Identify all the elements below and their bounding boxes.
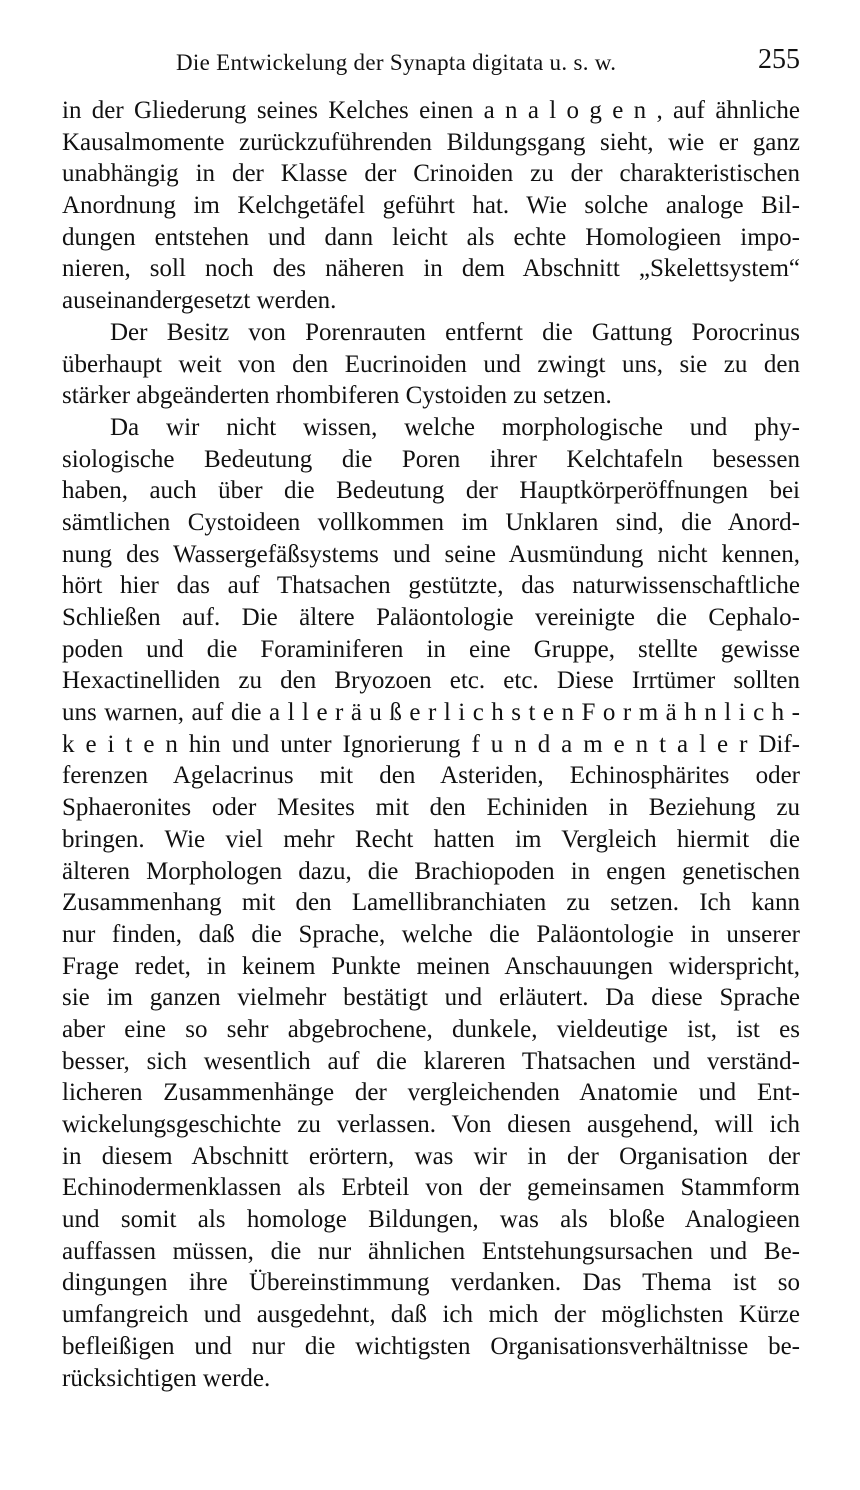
text-line: aber eine so sehr abgebrochene, dunkele, vieldeutige ist, ist es — [62, 1015, 800, 1043]
text-line: und somit als homologe Bildungen, was als bloße Analogieen — [62, 1206, 800, 1234]
text-line: hört hier das auf Thatsachen gestützte, das naturwissenschaftliche — [62, 572, 800, 600]
page-number: 255 — [758, 44, 800, 75]
text-line: sämtlichen Cystoideen vollkommen im Unklaren sind, die Anord- — [62, 508, 800, 536]
text-line: Schließen auf. Die ältere Paläontologie vereinigte die Cephalo- — [62, 604, 800, 631]
text-line: besser, sich wesentlich auf die klareren Thatsachen und verständ- — [62, 1047, 800, 1075]
text-line: älteren Morphologen dazu, die Brachiopoden in engen genetischen — [62, 857, 800, 885]
text-line: in diesem Abschnitt erörtern, was wir in der Organisation der — [62, 1142, 800, 1170]
text-line: haben, auch über die Bedeutung der Hauptkörperöffnungen bei — [62, 477, 800, 505]
text-line: bringen. Wie viel mehr Recht hatten im Vergleich hiermit die — [62, 825, 800, 853]
text-line: licheren Zusammenhänge der vergleichenden Anatomie und Ent- — [62, 1079, 800, 1107]
text-line: auffassen müssen, die nur ähnlichen Entstehungsursachen und Be- — [62, 1237, 800, 1265]
text-line: Hexactinelliden zu den Bryozoen etc. etc. Diese Irrtümer sollten — [62, 667, 800, 695]
text-line: uns warnen, auf die a l l e r ä u ß e r l i c h s t e n F o r m ä h n l i c h - — [62, 699, 800, 727]
text-line: k e i t e n hin und unter Ignorierung f u n d a m e n t a l e r Dif- — [62, 730, 800, 758]
text-line: wickelungsgeschichte zu verlassen. Von diesen ausgehend, will ich — [62, 1111, 800, 1138]
text-line: Da wir nicht wissen, welche morphologische und phy- — [110, 413, 800, 441]
text-line: Echinodermenklassen als Erbteil von der gemeinsamen Stammform — [62, 1174, 800, 1202]
text-line: auseinandergesetzt werden. — [62, 287, 337, 315]
text-line: nur finden, daß die Sprache, welche die Paläontologie in unserer — [62, 920, 800, 948]
text-line: dingungen ihre Übereinstimmung verdanken. Das Thema ist so — [62, 1269, 800, 1297]
text-line: nung des Wassergefäßsystems und seine Ausmündung nicht kennen, — [62, 540, 800, 568]
running-head — [60, 44, 800, 84]
text-line: stärker abgeänderten rhombiferen Cystoiden zu setzen. — [62, 382, 612, 410]
text-line: sie im ganzen vielmehr bestätigt und erläutert. Da diese Sprache — [62, 984, 800, 1012]
text-line: Der Besitz von Porenrauten entfernt die Gattung Porocrinus — [110, 318, 800, 346]
running-title: Die Entwickelung der Synapta digitata u. s. w. — [176, 50, 617, 75]
text-line: Kausalmomente zurückzuführenden Bildungsgang sieht, wie er ganz — [62, 128, 800, 156]
text-line: Sphaeronites oder Mesites mit den Echiniden in Beziehung zu — [62, 794, 800, 822]
text-line: siologische Bedeutung die Poren ihrer Kelchtafeln besessen — [62, 445, 800, 473]
text-line: Anordnung im Kelchgetäfel geführt hat. Wie solche analoge Bil- — [62, 192, 800, 220]
text-line: überhaupt weit von den Eucrinoiden und zwingt uns, sie zu den — [62, 350, 800, 378]
text-line: umfangreich und ausgedehnt, daß ich mich der möglichsten Kürze — [62, 1301, 800, 1329]
text-line: poden und die Foraminiferen in eine Gruppe, stellte gewisse — [62, 635, 800, 663]
text-line: in der Gliederung seines Kelches einen a n a l o g e n , auf ähnliche — [62, 97, 800, 124]
text-line: rücksichtigen werde. — [62, 1364, 271, 1392]
text-line: Zusammenhang mit den Lamellibranchiaten zu setzen. Ich kann — [62, 889, 800, 917]
body-text — [62, 95, 800, 1394]
text-line: nieren, soll noch des näheren in dem Abschnitt „Skelettsystem“ — [62, 255, 800, 283]
text-line: befleißigen und nur die wichtigsten Organisationsverhältnisse be- — [62, 1332, 800, 1360]
text-line: unabhängig in der Klasse der Crinoiden zu der charakteristischen — [62, 160, 800, 188]
text-line: ferenzen Agelacrinus mit den Asteriden, Echinosphärites oder — [62, 762, 800, 790]
text-line: dungen entstehen und dann leicht als echte Homologieen impo- — [62, 223, 800, 251]
text-line: Frage redet, in keinem Punkte meinen Anschauungen widerspricht, — [62, 952, 800, 980]
